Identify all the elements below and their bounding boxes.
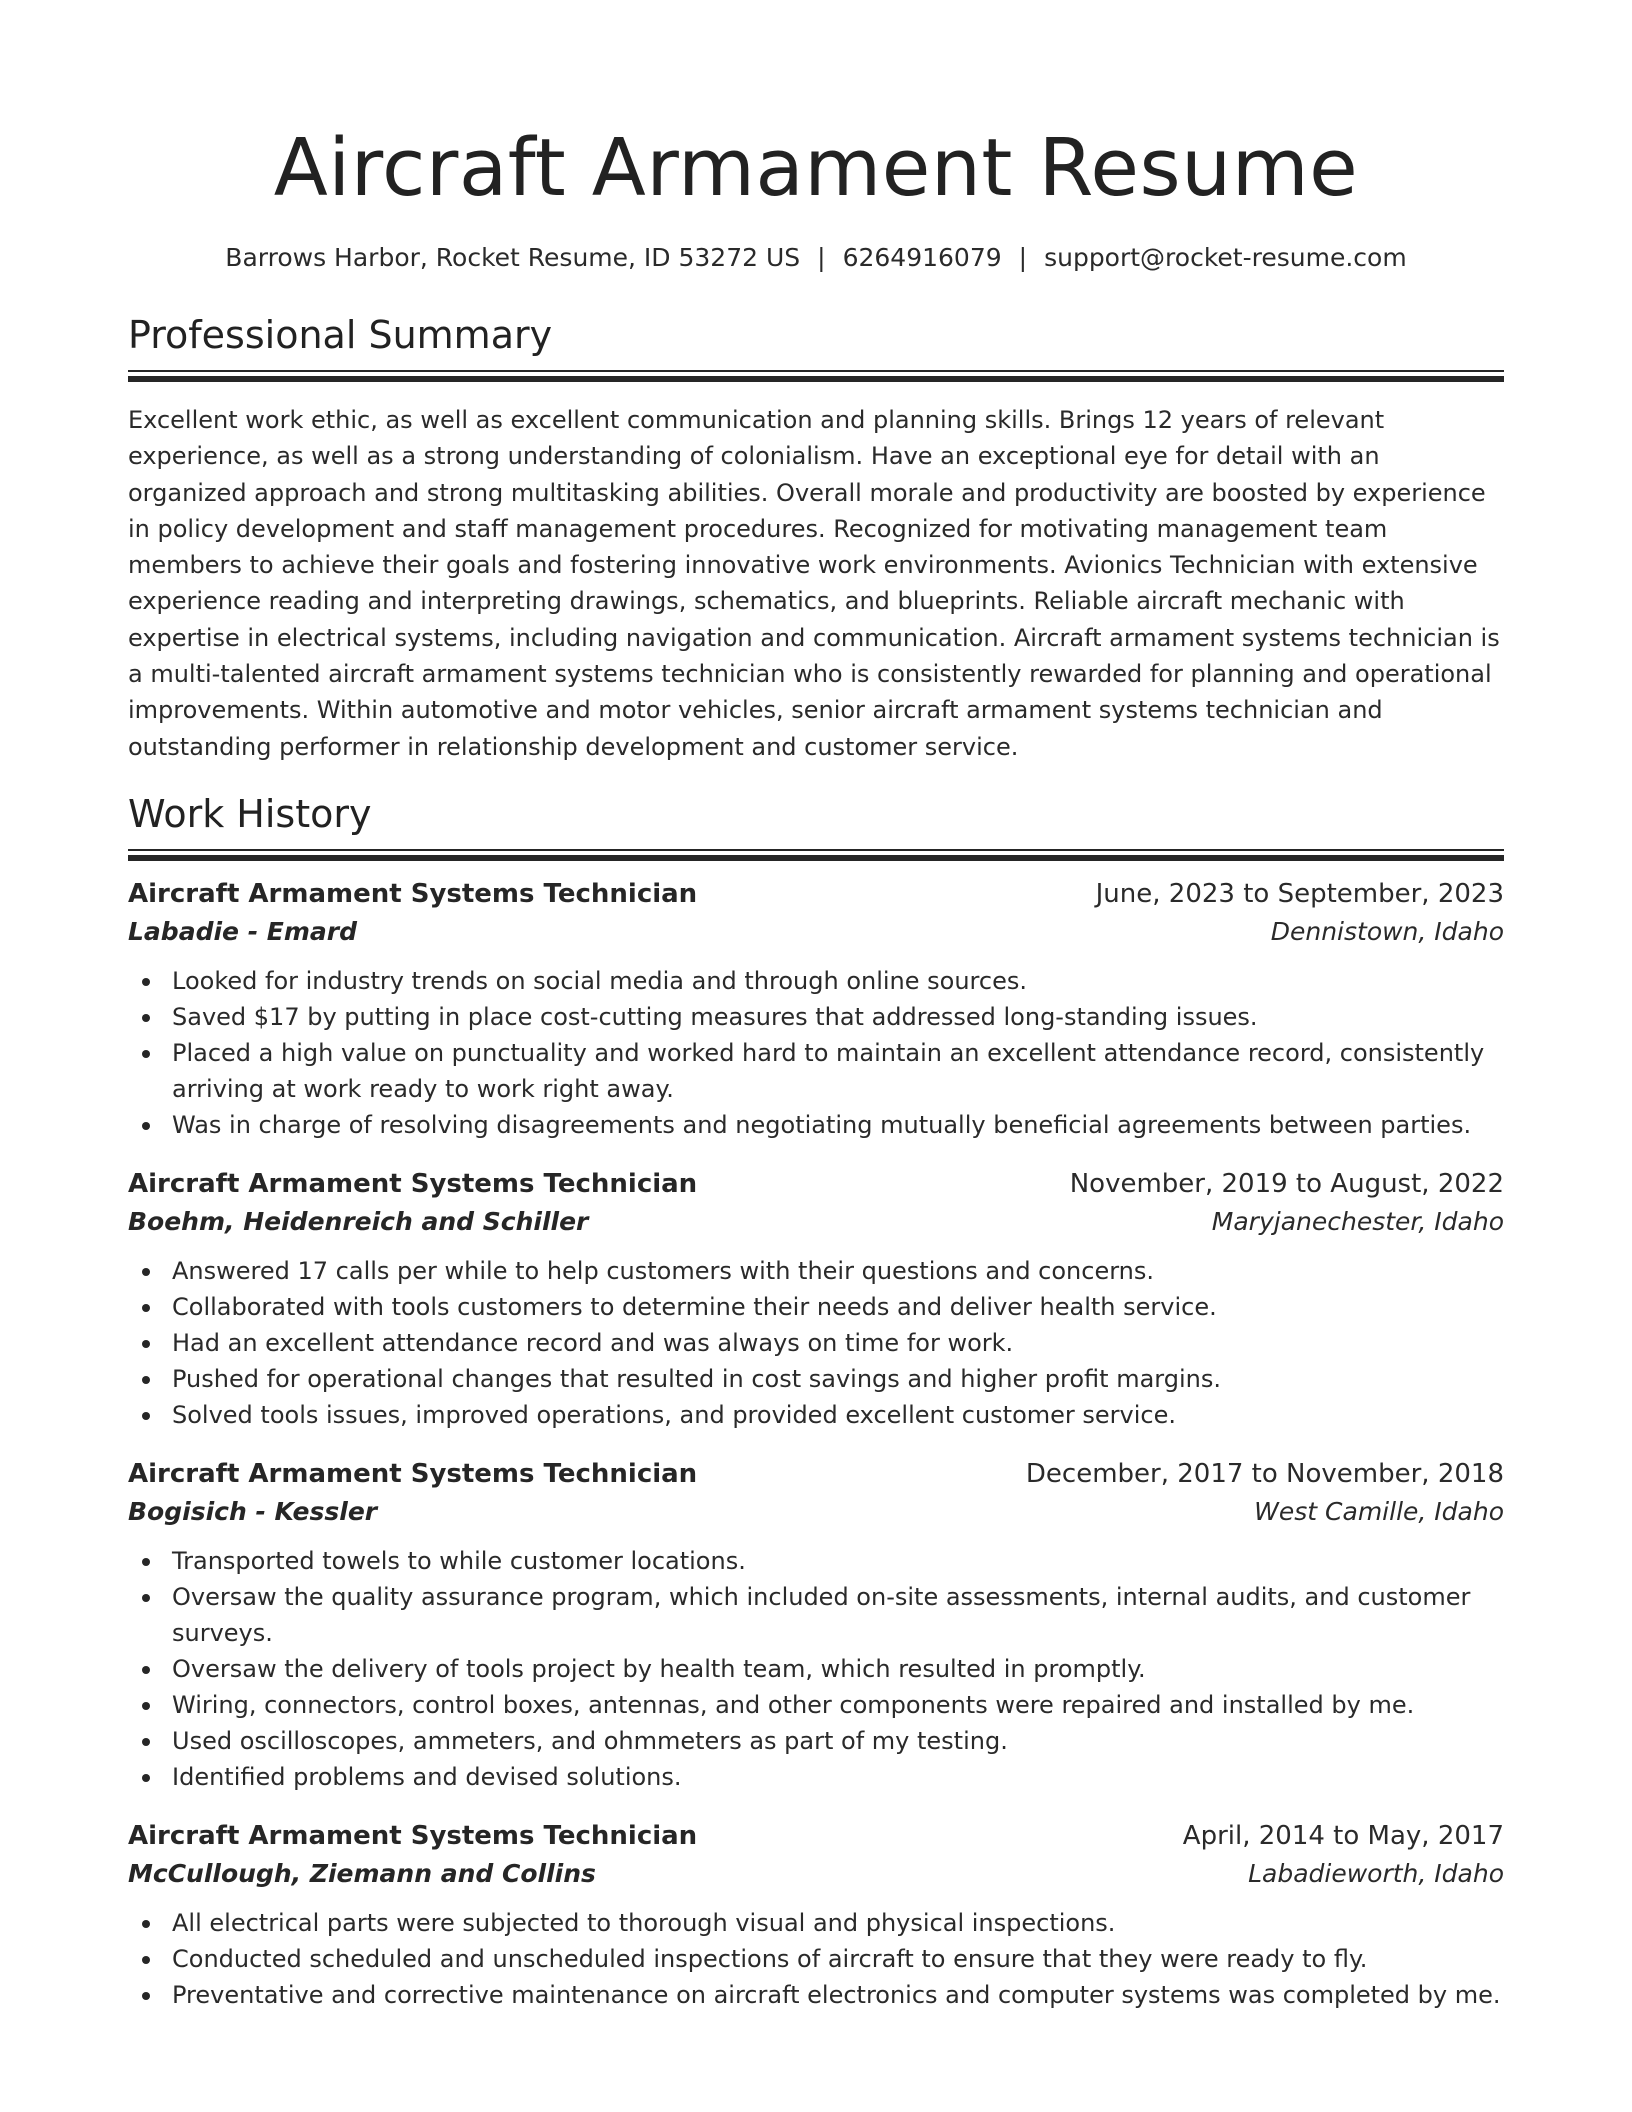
job-bullet: Answered 17 calls per while to help customers with their questions and concerns. [172,1253,1504,1289]
job-header-row [128,1817,1504,1855]
contact-phone: 6264916079 [842,243,1002,272]
job-company: McCullough, Ziemann and Collins [128,1858,596,1888]
job-dates: June, 2023 to September, 2023 [1095,878,1504,909]
job-bullet: Solved tools issues, improved operations, and provided excellent customer service. [172,1397,1504,1433]
job-bullet: Preventative and corrective maintenance on aircraft electronics and computer systems was completed by me. [172,1977,1504,2013]
job-entry [128,1817,1504,2013]
job-bullet: Had an excellent attendance record and was always on time for work. [172,1325,1504,1361]
job-bullet-list [128,1905,1504,2013]
resume-title: Aircraft Armament Resume [273,122,1359,214]
section-divider [128,849,1504,861]
job-company: Bogisich - Kessler [128,1496,378,1526]
summary-text: Excellent work ethic, as well as excellent communication and planning skills. Brings 12 years of relevant experience, as well as a strong understanding of colonialism. Have an exceptional eye for detail with an organized approach and strong multitasking abilities. Overall morale and productivity are boosted by experience in policy development and staff management procedures. Recognized for motivating management team members to achieve their goals and fostering innovative work environments. Avionics Technician with extensive experience reading and interpreting drawings, schematics, and blueprints. Reliable aircraft mechanic with expertise in electrical systems, including navigation and communication. Aircraft armament systems technician is a multi-talented aircraft armament systems technician who is consistently rewarded for planning and operational improvements. Within automotive and motor vehicles, senior aircraft armament systems technician and outstanding performer in relationship development and customer service. [128,406,1500,761]
job-bullet: Conducted scheduled and unscheduled inspections of aircraft to ensure that they were ready to fly. [172,1941,1504,1977]
job-bullet-list [128,1543,1504,1795]
job-title: Aircraft Armament Systems Technician [128,1168,698,1199]
job-bullet: Placed a high value on punctuality and worked hard to maintain an excellent attendance record, consistently arriving at work ready to work right away. [172,1035,1504,1107]
job-bullet: Transported towels to while customer locations. [172,1543,1504,1579]
job-entry [128,1455,1504,1795]
job-bullet: Saved $17 by putting in place cost-cutting measures that addressed long-standing issues. [172,999,1504,1035]
job-bullet-list [128,1253,1504,1433]
job-list [128,875,1504,2013]
contact-address: Barrows Harbor, Rocket Resume, ID 53272 US [225,243,801,272]
job-company-row [128,913,1504,951]
section-divider [128,370,1504,382]
professional-summary-section [128,312,1504,765]
job-company: Boehm, Heidenreich and Schiller [128,1206,589,1236]
job-header-row [128,1165,1504,1203]
job-dates: December, 2017 to November, 2018 [1025,1458,1504,1489]
job-company-row [128,1203,1504,1241]
job-location: Labadieworth, Idaho [1248,1858,1504,1888]
job-header-row [128,1455,1504,1493]
job-location: Dennistown, Idaho [1270,916,1504,946]
job-location: West Camille, Idaho [1254,1496,1504,1526]
job-dates: April, 2014 to May, 2017 [1182,1820,1504,1851]
job-entry [128,875,1504,1143]
job-bullet: All electrical parts were subjected to thorough visual and physical inspections. [172,1905,1504,1941]
section-heading-summary: Professional Summary [128,313,553,357]
job-header-row [128,875,1504,913]
job-company-row [128,1855,1504,1893]
job-bullet: Collaborated with tools customers to determine their needs and deliver health service. [172,1289,1504,1325]
job-bullet: Was in charge of resolving disagreements and negotiating mutually beneficial agreements between parties. [172,1107,1504,1143]
job-bullet: Identified problems and devised solutions. [172,1759,1504,1795]
job-title: Aircraft Armament Systems Technician [128,878,698,909]
job-title: Aircraft Armament Systems Technician [128,1820,698,1851]
contact-email[interactable]: support@rocket-resume.com [1044,243,1407,272]
job-bullet: Oversaw the delivery of tools project by health team, which resulted in promptly. [172,1651,1504,1687]
contact-separator: | [817,243,826,272]
section-heading-work-history: Work History [128,791,372,836]
job-bullet: Wiring, connectors, control boxes, antennas, and other components were repaired and installed by me. [172,1687,1504,1723]
contact-line [128,242,1504,274]
job-entry [128,1165,1504,1433]
job-bullet: Looked for industry trends on social media and through online sources. [172,963,1504,999]
job-location: Maryjanechester, Idaho [1211,1206,1504,1236]
job-company: Labadie - Emard [128,916,357,946]
job-dates: November, 2019 to August, 2022 [1069,1168,1504,1199]
job-bullet-list [128,963,1504,1143]
job-bullet: Pushed for operational changes that resulted in cost savings and higher profit margins. [172,1361,1504,1397]
job-bullet: Oversaw the quality assurance program, which included on-site assessments, internal audits, and customer surveys. [172,1579,1504,1651]
job-title: Aircraft Armament Systems Technician [128,1458,698,1489]
job-bullet: Used oscilloscopes, ammeters, and ohmmeters as part of my testing. [172,1723,1504,1759]
job-company-row [128,1493,1504,1531]
work-history-section [128,791,1504,2013]
contact-separator: | [1018,243,1028,272]
